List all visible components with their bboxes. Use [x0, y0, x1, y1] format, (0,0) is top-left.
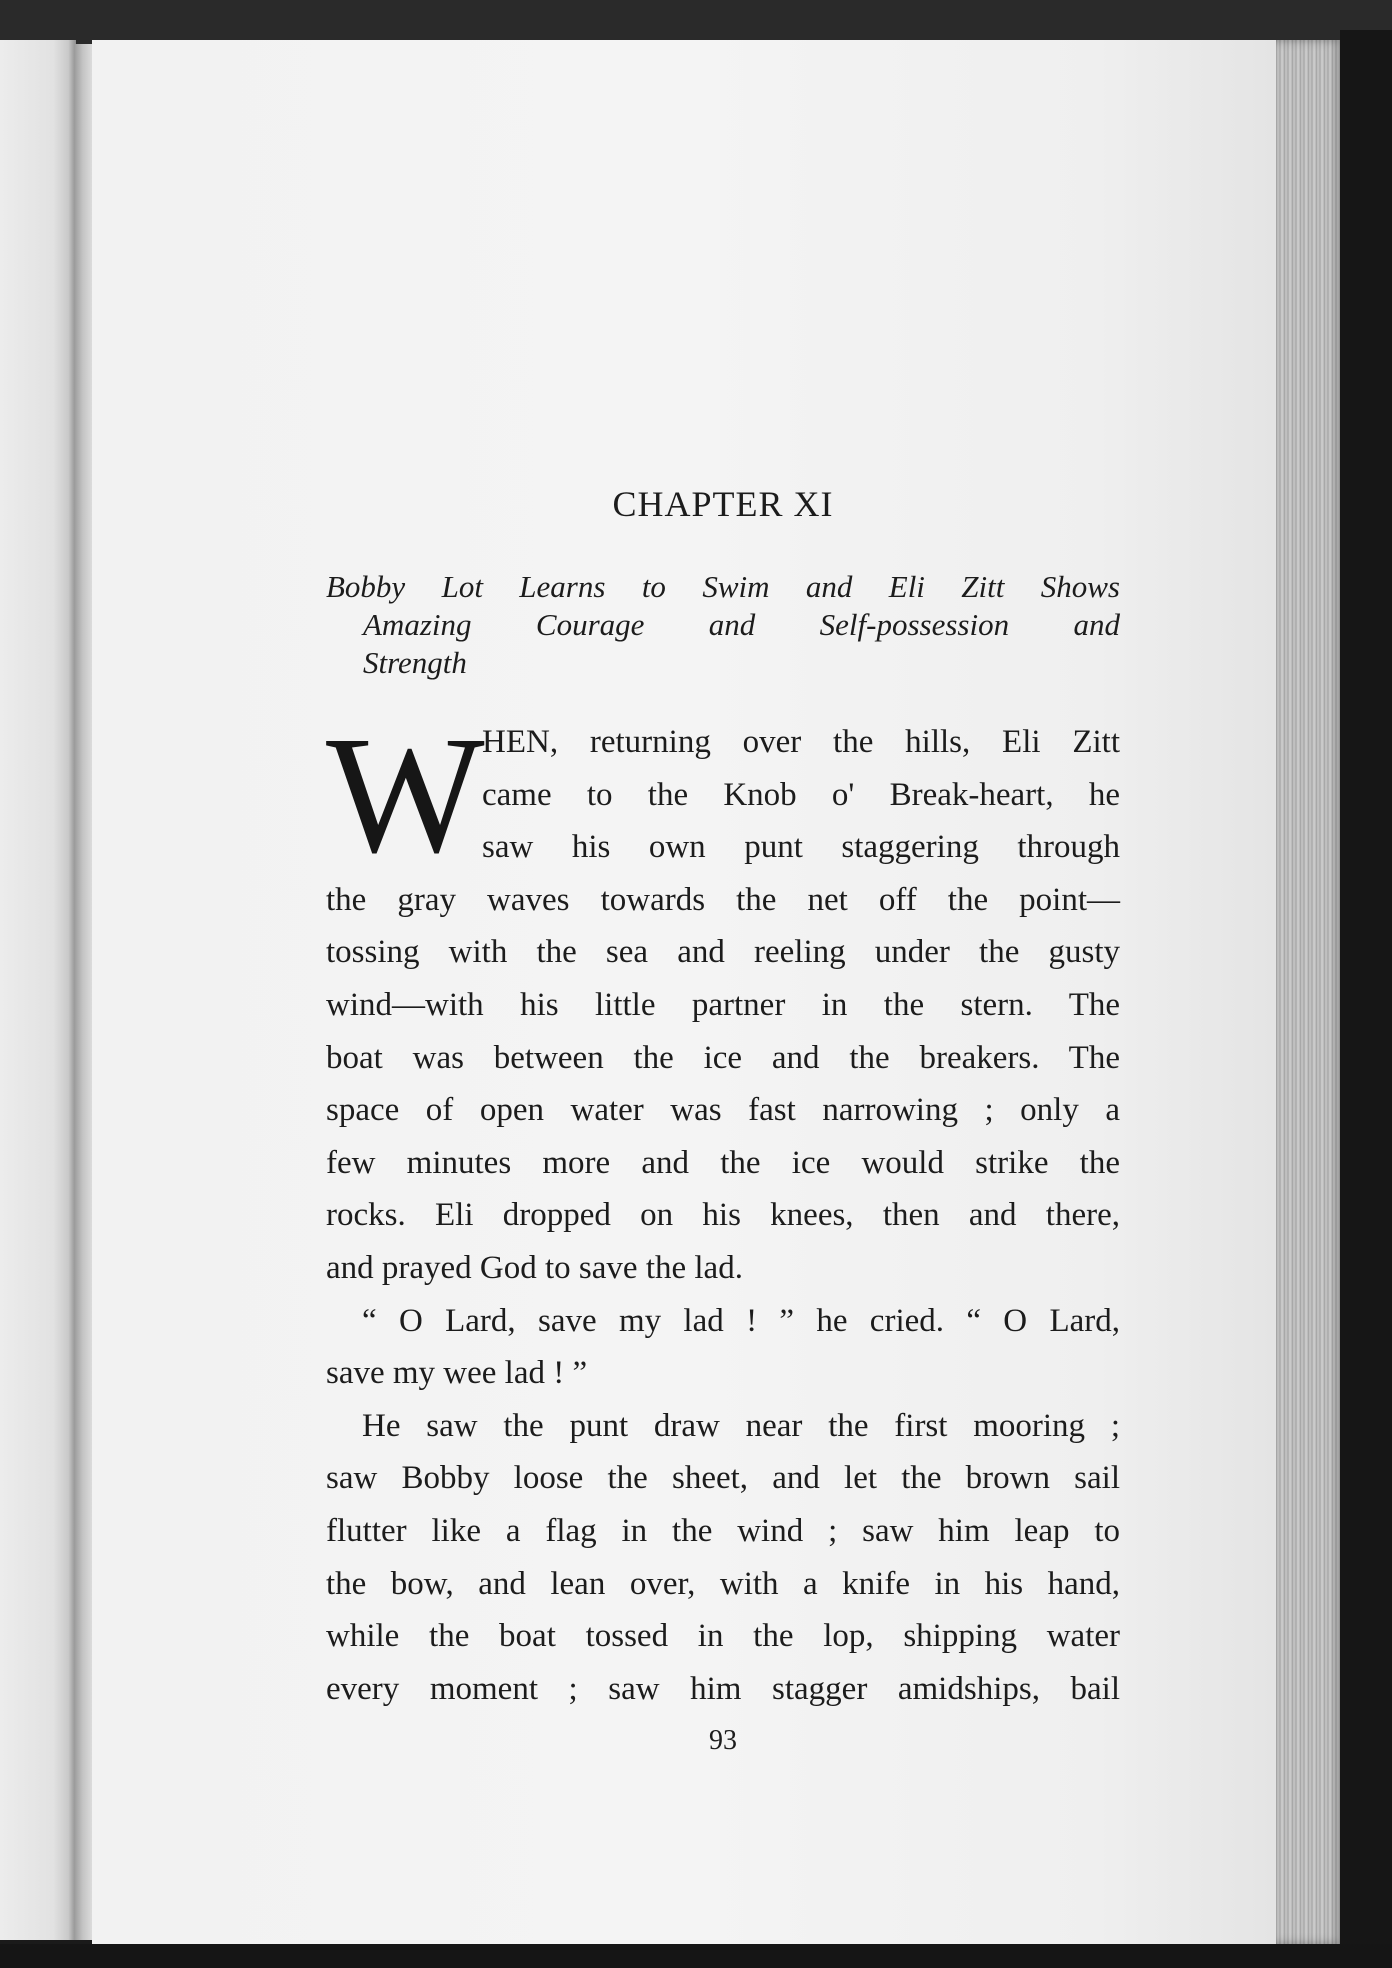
book-page [92, 40, 1276, 1944]
drop-cap: W [326, 702, 485, 888]
text-line: “ O Lard, save my lad ! ” he cried. “ O Lard, [362, 1302, 1120, 1339]
text-line: the gray waves towards the net off the point— [326, 881, 1120, 918]
text-line: HEN, returning over the hills, Eli Zitt [482, 724, 1120, 760]
text-line: flutter like a flag in the wind ; saw him leap to [326, 1512, 1120, 1549]
text-line: tossing with the sea and reeling under the gusty [326, 934, 1120, 971]
chapter-subtitle [326, 568, 1120, 682]
text-line: every moment ; saw him stagger amidships, bail [326, 1670, 1120, 1707]
text-line: saw Bobby loose the sheet, and let the brown sail [326, 1460, 1120, 1497]
text-line: few minutes more and the ice would strike the [326, 1144, 1120, 1181]
text-line: and prayed God to save the lad. [326, 1249, 743, 1286]
book-cover-edge [1340, 30, 1392, 1950]
text-line: boat was between the ice and the breakers. The [326, 1039, 1120, 1076]
subtitle-line: Bobby Lot Learns to Swim and Eli Zitt Shows [326, 569, 1120, 604]
text-line: the bow, and lean over, with a knife in his hand, [326, 1565, 1120, 1602]
text-line: rocks. Eli dropped on his knees, then and there, [326, 1197, 1120, 1234]
text-line: save my wee lad ! ” [326, 1355, 588, 1392]
text-line: while the boat tossed in the lop, shipping water [326, 1618, 1120, 1655]
page-edges [1276, 40, 1346, 1944]
background-band [0, 1944, 1392, 1968]
text-line: wind—with his little partner in the stern. The [326, 986, 1120, 1023]
text-line: came to the Knob o' Break-heart, he [482, 776, 1120, 813]
subtitle-line: Strength [363, 645, 467, 680]
text-line: space of open water was fast narrowing ; only a [326, 1092, 1120, 1129]
body-text [326, 702, 1120, 1715]
text-line: He saw the punt draw near the first mooring ; [362, 1407, 1120, 1444]
left-page-edge [0, 40, 76, 1940]
text-line: saw his own punt staggering through [482, 829, 1120, 866]
chapter-title: CHAPTER XI [612, 484, 834, 524]
subtitle-line: Amazing Courage and Self-possession and [363, 607, 1120, 642]
page-number: 93 [709, 1725, 737, 1756]
